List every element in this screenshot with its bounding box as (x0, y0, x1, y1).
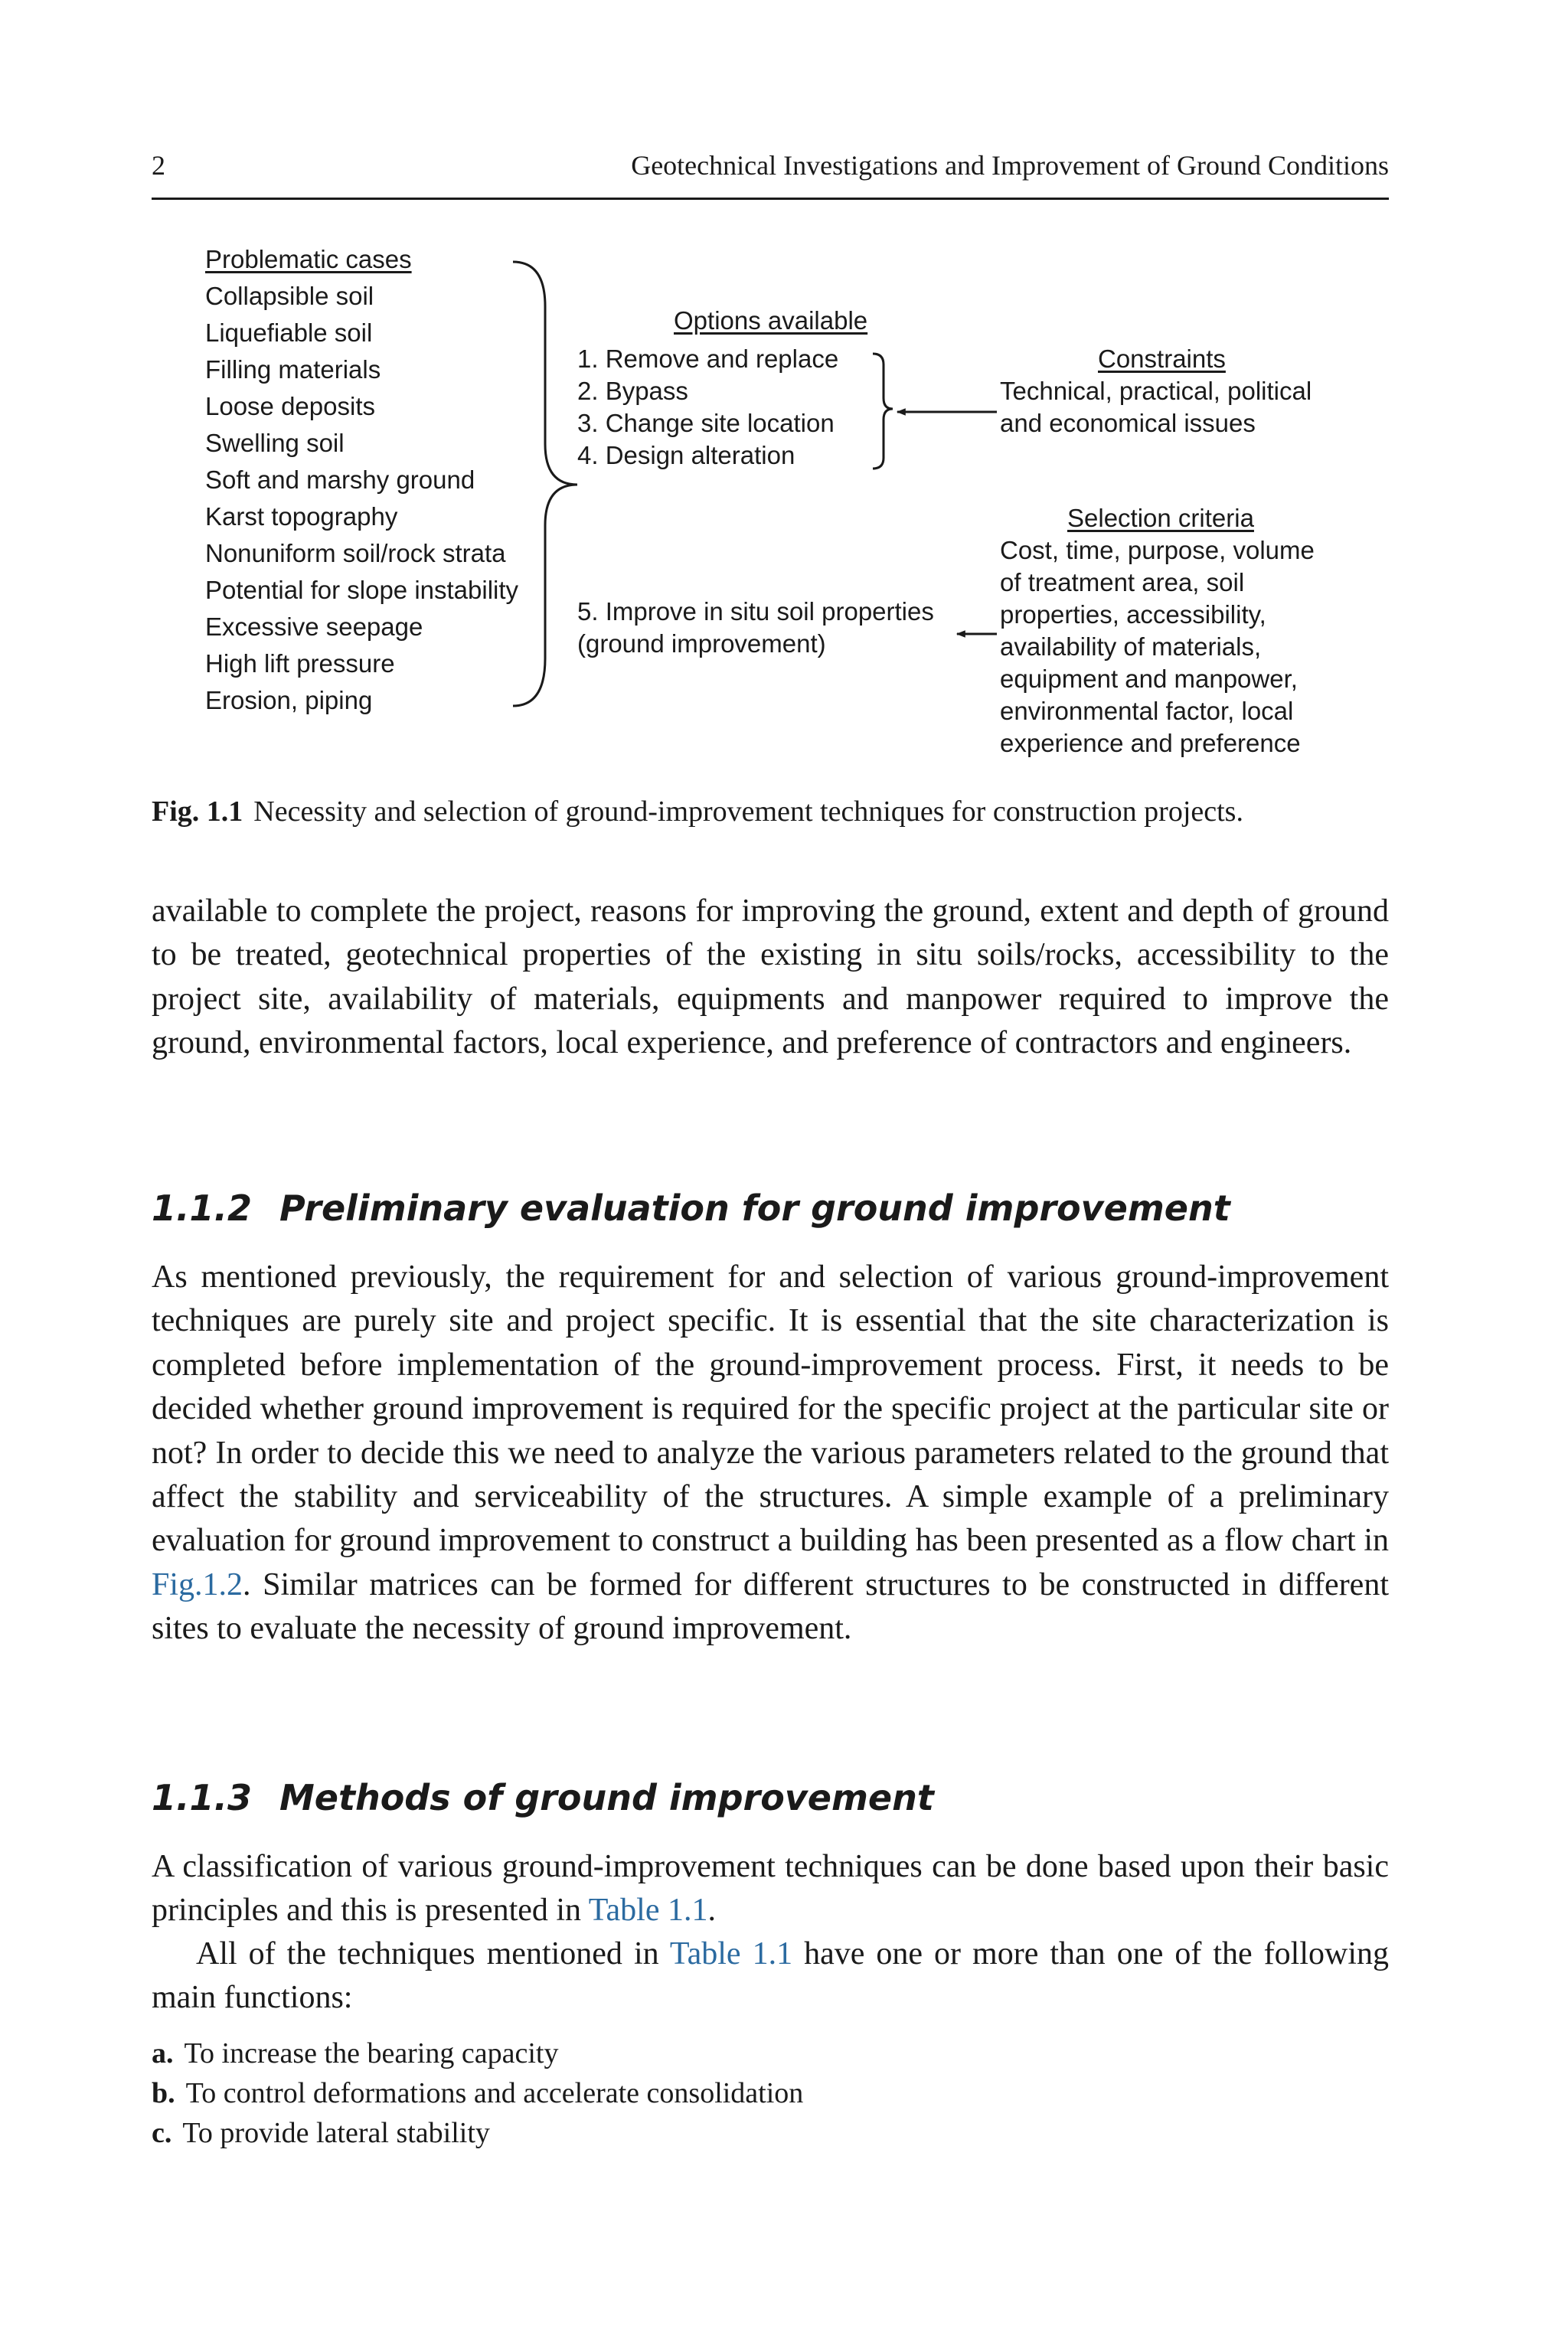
figure-caption (152, 793, 1389, 830)
section-title: Methods of ground improvement (279, 1777, 934, 1818)
functions-list (152, 2034, 1389, 2153)
list-item-text: To provide lateral stability (182, 2117, 490, 2149)
table-1-1-link[interactable]: Table 1.1 (588, 1893, 708, 1929)
problematic-item: Filling materials (205, 355, 381, 384)
problematic-item: Liquefiable soil (205, 318, 373, 347)
list-item-text: To increase the bearing capacity (184, 2037, 559, 2069)
criteria-line: experience and preference (1000, 729, 1301, 757)
option-item: 4. Design alteration (577, 441, 795, 469)
options-brace (873, 354, 893, 469)
list-marker: a. (152, 2037, 174, 2069)
paragraph-text: . Similar matrices can be formed for different structures to be constructed in different sites to evaluate the necessity of ground improvement. (152, 1566, 1389, 1647)
constraints-heading: Constraints (1098, 345, 1226, 373)
section-heading-1-1-3 (152, 1775, 1389, 1821)
criteria-line: environmental factor, local (1000, 697, 1294, 725)
paragraph-text: A classification of various ground-improvement techniques can be done based upon their basic principles and this is presented in (152, 1849, 1389, 1929)
problematic-item: High lift pressure (205, 649, 395, 678)
paragraph-text: . (707, 1893, 716, 1929)
list-item (152, 2113, 1389, 2153)
page-number: 2 (152, 150, 165, 181)
criteria-line: properties, accessibility, (1000, 600, 1266, 629)
criteria-line: of treatment area, soil (1000, 568, 1245, 596)
problematic-item: Karst topography (205, 502, 398, 531)
options-heading: Options available (674, 306, 868, 335)
problematic-item: Collapsible soil (205, 282, 374, 310)
paragraph-preliminary-evaluation (152, 1256, 1389, 1651)
constraints-line: Technical, practical, political (1000, 377, 1312, 405)
criteria-line: equipment and manpower, (1000, 665, 1298, 693)
problematic-item: Loose deposits (205, 392, 375, 420)
list-marker: c. (152, 2117, 172, 2149)
figure-caption-text: Necessity and selection of ground-improvement techniques for construction projects. (253, 795, 1243, 828)
problematic-cases-heading: Problematic cases (205, 245, 412, 273)
selection-criteria-heading: Selection criteria (1067, 504, 1254, 532)
list-item (152, 2034, 1389, 2073)
section-title: Preliminary evaluation for ground improvement (279, 1187, 1230, 1229)
option-item: 3. Change site location (577, 409, 835, 437)
paragraph-text: As mentioned previously, the requirement for and selection of various ground-improvement techniques are purely site and project specific. It is essential that the site characterization is completed before implementation of the ground-improvement process. First, it needs to be decided whether ground improvement is required for the specific project at the particular site or not? In order to decide this we need to analyze the various parameters related to the ground that affect the stability and serviceability of the structures. A simple example of a preliminary evaluation for ground improvement to construct a building has been presented as a flow chart in (152, 1259, 1389, 1559)
criteria-line: Cost, time, purpose, volume (1000, 536, 1315, 564)
section-heading-1-1-2 (152, 1185, 1389, 1231)
paragraph-text: have one or more than one of the following main functions: (152, 1936, 1389, 2016)
figure-1-1 (152, 230, 1389, 781)
problematic-item: Swelling soil (205, 429, 345, 457)
problematic-item: Nonuniform soil/rock strata (205, 539, 506, 567)
table-1-1-link[interactable]: Table 1.1 (669, 1936, 793, 1971)
option-5-line: 5. Improve in situ soil properties (577, 597, 934, 626)
paragraph-classification (152, 1845, 1389, 1933)
problematic-item: Potential for slope instability (205, 576, 519, 604)
list-marker: b. (152, 2077, 175, 2109)
list-item-text: To control deformations and accelerate consolidation (185, 2077, 804, 2109)
figure-1-2-link[interactable]: Fig.1.2 (152, 1566, 243, 1602)
problematic-item: Erosion, piping (205, 686, 373, 714)
problematic-item: Soft and marshy ground (205, 466, 475, 494)
running-title: Geotechnical Investigations and Improvement of Ground Conditions (631, 150, 1389, 181)
option-5-line: (ground improvement) (577, 629, 826, 658)
paragraph-text: All of the techniques mentioned in (196, 1936, 670, 1971)
option-item: 2. Bypass (577, 377, 688, 405)
section-number: 1.1.2 (152, 1187, 252, 1229)
figure-label: Fig. 1.1 (152, 795, 243, 828)
section-number: 1.1.3 (152, 1777, 252, 1818)
left-brace (513, 262, 577, 706)
paragraph-continuation: available to complete the project, reasons for improving the ground, extent and depth of ground to be treated, geotechnical properties of the existing in situ soils/rocks, accessibility to the project site, availability of materials, equipments and manpower required to improve the ground, environmental factors, local experience, and preference of contractors and engineers. (152, 893, 1389, 1061)
constraints-line: and economical issues (1000, 409, 1256, 437)
criteria-line: availability of materials, (1000, 632, 1262, 661)
running-header (152, 149, 1389, 200)
list-item (152, 2073, 1389, 2113)
option-item: 1. Remove and replace (577, 345, 839, 373)
paragraph-functions-intro (152, 1932, 1389, 2020)
problematic-item: Excessive seepage (205, 612, 423, 641)
